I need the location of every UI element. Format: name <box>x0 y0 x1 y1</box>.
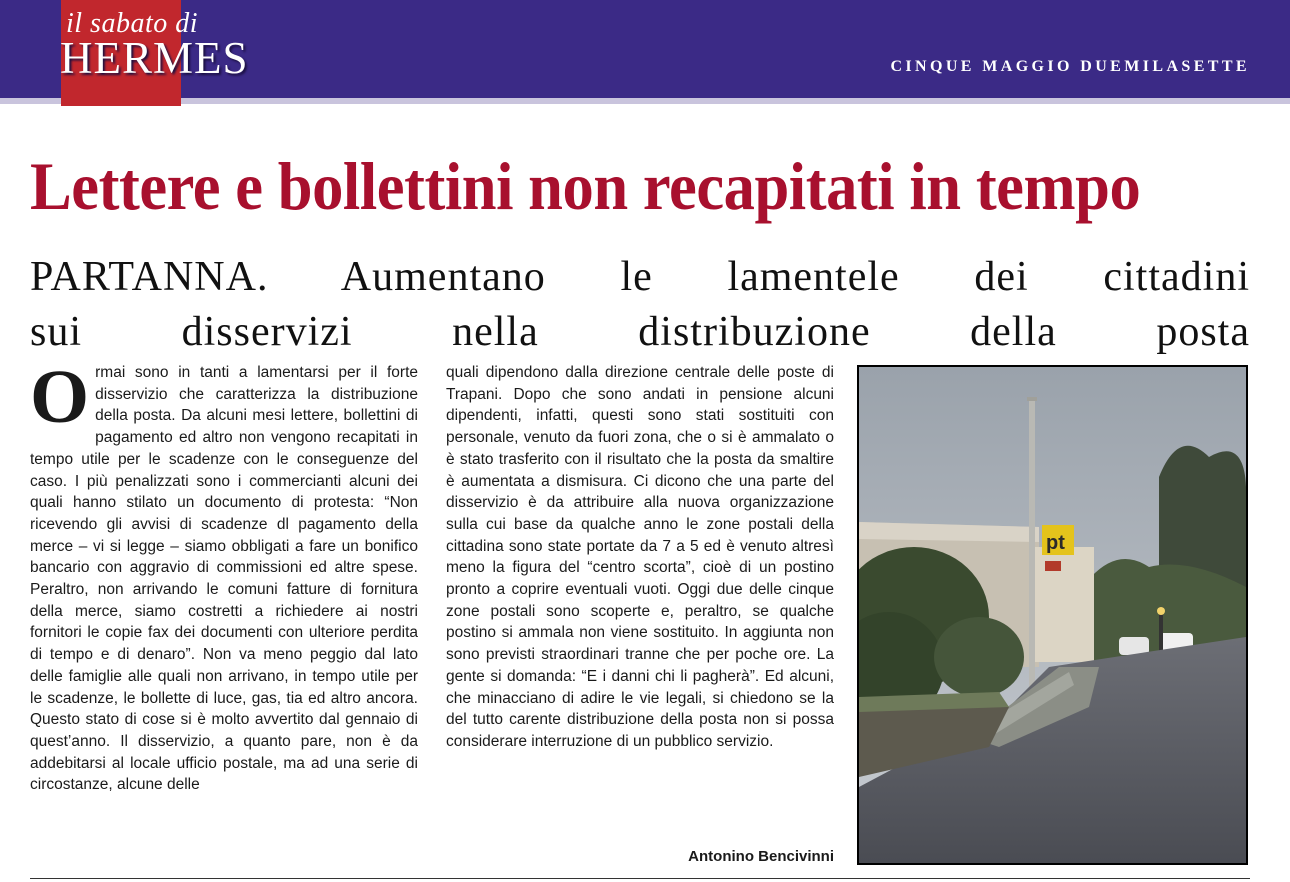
article-column-1 <box>30 355 418 796</box>
logo-tagline: il sabato di <box>66 8 199 39</box>
article-column-2 <box>446 362 834 753</box>
article-subhead-line-1: PARTANNA. Aumentano le lamentele dei cittadini <box>30 254 1250 300</box>
column-2-text: quali dipendono dalla direzione centrale delle poste di Trapani. Dopo che sono andati in pensione alcuni dipendenti, infatti, questi sono stati sostituiti con personale, venuto da fuori zona, che o si è ammalato o è stato trasferito con il risultato che la posta da smaltire è aumentata a dismisura. Ci dicono che una parte del disservizio è da attribuire alla nuova organizzazione sulla cui base da qualche anno le zone postali della cittadina sono state portate da 7 a 5 ed è venuto altresì meno la figura del “centro scorta”, cioè di un postino pronto a coprire eventuali vuoti. Oggi due delle cinque zone postali sono scoperte e, peraltro, se qualche postino si ammala non viene sostituito. In aggiunta non sono previsti straordinari tranne che per poche ore. La gente si domanda: “E i danni chi li pagherà”. Ed alcuni, che minacciano di adire le vie legali, si chiedono se la del tutto carente distribuzione della posta non si possa considerare interruzione di un pubblico servizio. <box>446 364 834 750</box>
post-sign-text: pt <box>1046 532 1065 554</box>
logo-name: HERMES <box>60 33 249 83</box>
issue-date: CINQUE MAGGIO DUEMILASETTE <box>890 58 1250 75</box>
masthead-divider <box>0 98 1290 104</box>
post-office-photo <box>857 365 1248 865</box>
article-headline: Lettere e bollettini non recapitati in tempo <box>30 148 1141 224</box>
bottom-rule <box>30 878 1250 879</box>
article-byline: Antonino Bencivinni <box>688 848 834 865</box>
article-subhead-line-2: sui disservizi nella distribuzione della posta <box>30 309 1250 355</box>
column-1-text: rmai sono in tanti a lamentarsi per il forte disservizio che caratterizza la distribuzione della posta. Da alcuni mesi lettere, bollettini di pagamento ed altro non vengono recapitati in tempo utile per le scadenze con le conseguenze del caso. I più penalizzati sono i commercianti alcuni dei quali hanno stilato un documento di protesta: “Non ricevendo gli avvisi di scadenze dl pagamento della merce – vi si legge – siamo obbligati a fare un bonifico bancario con aggravio di commissioni ed altre spese. Peraltro, non arrivando le comuni fatture di fornitura della merce, siamo costretti a richiedere ai nostri fornitori le copie fax dei documenti con ulteriore perdita di tempo e di denaro”. Non va meno peggio dal lato delle famiglie alle quali non arrivano, in tempo utile per le scadenze, le bollette di luce, gas, tia ed altro ancora. Questo stato di cose si è molto avvertito dal gennaio di quest’anno. Il disservizio, a quanto pare, non è da addebitarsi al locale ufficio postale, ma ad una serie di circostanze, alcune delle <box>30 364 418 794</box>
drop-cap: O <box>30 355 90 439</box>
